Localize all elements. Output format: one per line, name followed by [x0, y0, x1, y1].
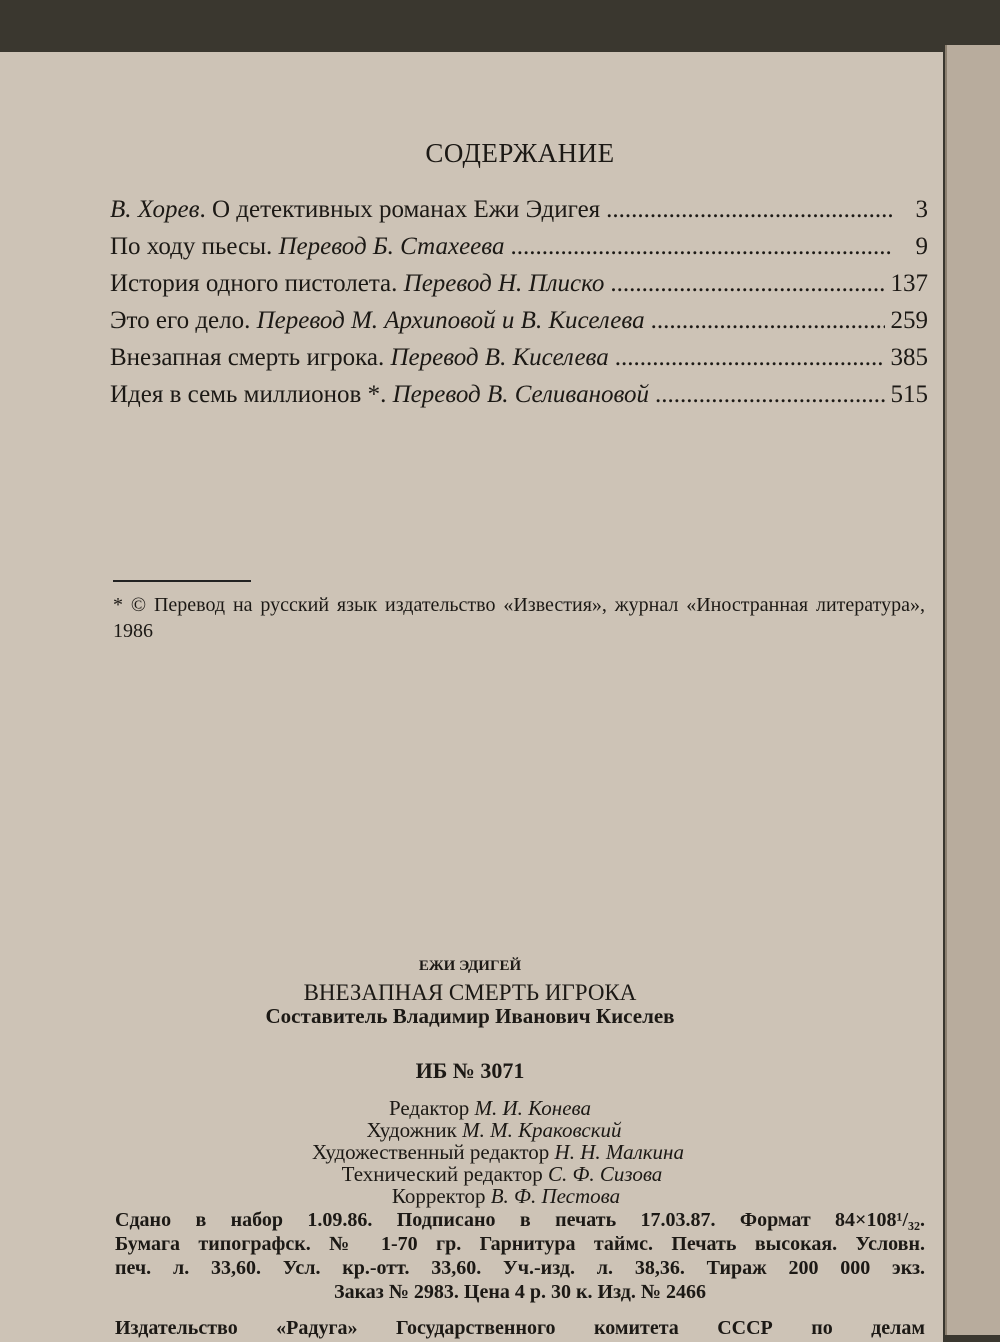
- imprint-line: Сдано в набор 1.09.86. Подписано в печать 17.03.87. Формат 84×108¹/₃₂.: [115, 1209, 925, 1231]
- toc-entry-title: [110, 233, 504, 261]
- table-of-contents: [110, 196, 928, 418]
- toc-entry: [110, 233, 928, 270]
- toc-page-number: 137: [890, 270, 928, 297]
- imprint-line: Заказ № 2983. Цена 4 р. 30 к. Изд. № 2466: [334, 1281, 706, 1303]
- toc-entry: [110, 270, 928, 307]
- toc-translator: Перевод В. Селивановой: [392, 381, 650, 408]
- staff-name: Н. Н. Малкина: [554, 1140, 684, 1164]
- toc-translator: Перевод М. Архиповой и В. Киселева: [256, 307, 645, 334]
- imprint-line: Издательство «Радуга» Государственного комитета СССР по делам: [115, 1317, 925, 1339]
- toc-title: Внезапная смерть игрока.: [110, 344, 391, 371]
- toc-title: . О детективных романах Ежи Эдигея: [199, 196, 601, 223]
- next-page-edge: [945, 45, 1000, 1335]
- contents-heading: СОДЕРЖАНИЕ: [425, 138, 615, 168]
- toc-entry: [110, 196, 928, 233]
- toc-entry-title: [110, 270, 604, 298]
- toc-leader-dots: [615, 344, 885, 372]
- toc-leader-dots: [651, 307, 885, 335]
- toc-page-number: 9: [915, 233, 928, 260]
- staff-name: М. М. Краковский: [462, 1118, 622, 1142]
- toc-translator: Перевод Н. Плиско: [403, 270, 605, 297]
- toc-entry: [110, 307, 928, 344]
- staff-role: Корректор: [391, 1184, 486, 1208]
- toc-title: Идея в семь миллионов *.: [110, 381, 393, 408]
- staff-name: В. Ф. Пестова: [490, 1184, 621, 1208]
- staff-line: [146, 1184, 866, 1209]
- toc-entry: [110, 344, 928, 381]
- imprint: [115, 1208, 925, 1340]
- footnote-rule: [113, 580, 251, 582]
- toc-leader-dots: [610, 270, 884, 298]
- toc-page-number: 385: [890, 344, 928, 371]
- staff-name: С. Ф. Сизова: [548, 1162, 663, 1186]
- colophon-book-title: ВНЕЗАПНАЯ СМЕРТЬ ИГРОКА: [303, 980, 637, 1005]
- staff-role: Художественный редактор: [312, 1140, 550, 1164]
- toc-leader-dots: [510, 233, 892, 261]
- toc-title: По ходу пьесы.: [110, 233, 279, 260]
- staff-role: Художник: [366, 1118, 457, 1142]
- toc-title: История одного пистолета.: [110, 270, 404, 297]
- imprint-line: Бумага типографск. № 1-70 гр. Гарнитура таймс. Печать высокая. Условн.: [115, 1233, 925, 1255]
- colophon-ib: ИБ № 3071: [415, 1058, 525, 1083]
- toc-page-number: 515: [890, 381, 928, 408]
- toc-entry-title: [110, 381, 649, 409]
- toc-leader-dots: [655, 381, 884, 409]
- toc-entry: [110, 381, 928, 418]
- toc-entry-title: [110, 196, 600, 224]
- footnote: * © Перевод на русский язык издательство «Известия», журнал «Иностранная литература», 1986: [113, 594, 925, 642]
- toc-page-number: 259: [890, 307, 928, 334]
- staff-role: Редактор: [388, 1096, 470, 1120]
- toc-page-number: 3: [915, 196, 928, 223]
- toc-entry-title: [110, 307, 645, 335]
- toc-entry-title: [110, 344, 609, 372]
- toc-leader-dots: [606, 196, 892, 224]
- colophon-author: ЕЖИ ЭДИГЕЙ: [418, 958, 522, 974]
- imprint-line: печ. л. 33,60. Усл. кр.-отт. 33,60. Уч.-изд. л. 38,36. Тираж 200 000 экз.: [115, 1257, 925, 1279]
- toc-title: Это его дело.: [110, 307, 257, 334]
- toc-author: В. Хорев: [110, 196, 200, 223]
- toc-translator: Перевод В. Киселева: [390, 344, 609, 371]
- staff-name: М. И. Конева: [474, 1096, 592, 1120]
- staff-role: Технический редактор: [341, 1162, 543, 1186]
- colophon-compiler: Составитель Владимир Иванович Киселев: [265, 1004, 675, 1028]
- toc-translator: Перевод Б. Стахеева: [278, 233, 505, 260]
